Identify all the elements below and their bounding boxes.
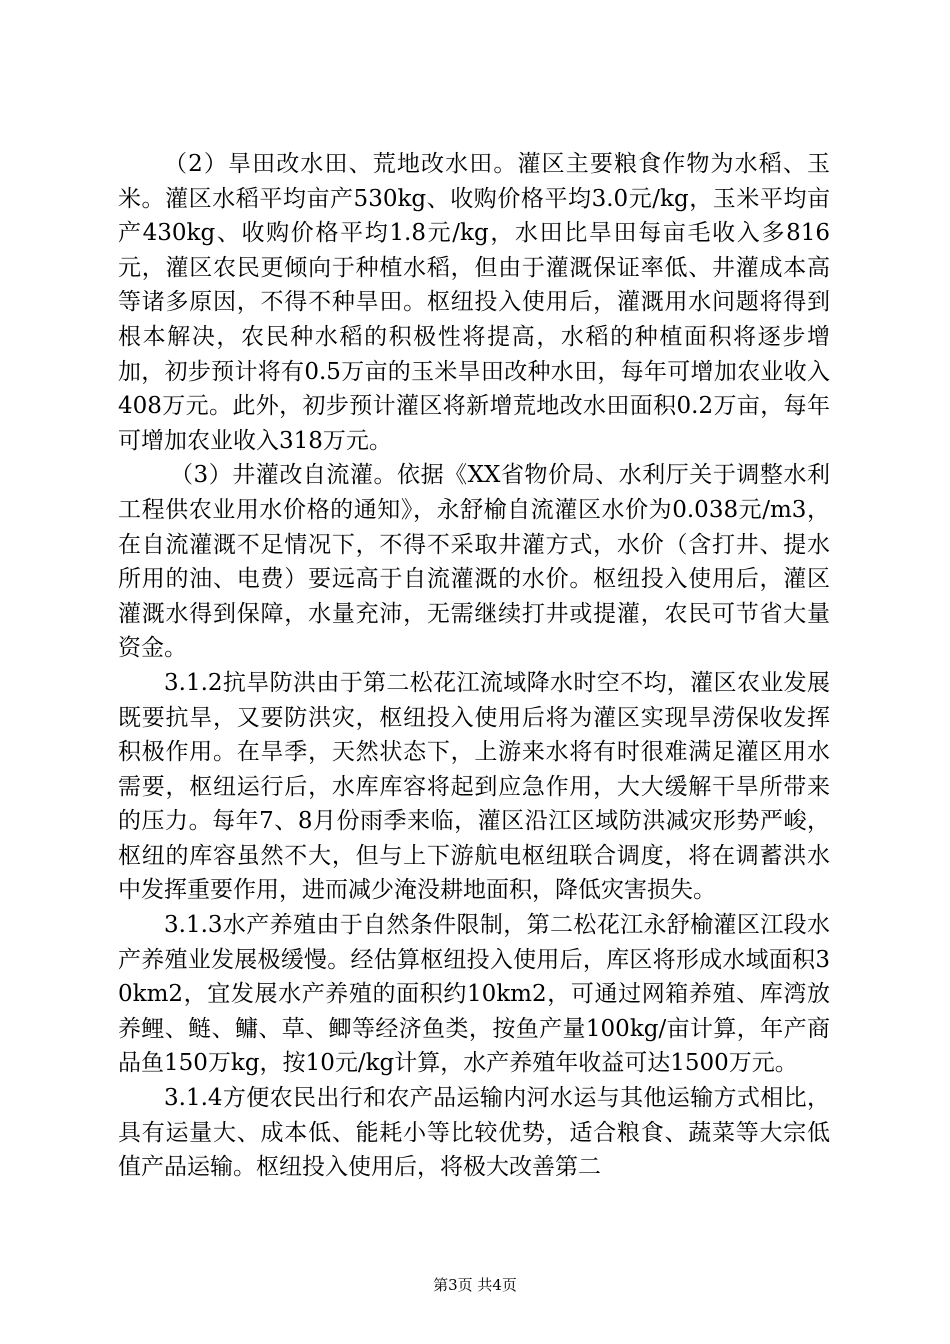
paragraph-aquaculture: 3.1.3水产养殖由于自然条件限制，第二松花江永舒榆灌区江段水产养殖业发展极缓慢。经估算枢纽投入使用后，库区将形成水域面积30km2，宜发展水产养殖的面积约10km2，可通过网箱养殖、库湾放养鲤、鲢、鳙、草、鲫等经济鱼类，按鱼产量100kg/亩计算，年产商品鱼150万kg，按10元/kg计算，水产养殖年收益可达1500万元。 — [118, 912, 830, 1077]
page-number-footer: 第3页 共4页 — [433, 1276, 517, 1294]
document-body — [118, 147, 830, 1185]
paragraph-drought-flood: 3.1.2抗旱防洪由于第二松花江流域降水时空不均，灌区农业发展既要抗旱，又要防洪灾，枢纽投入使用后将为灌区实现旱涝保收发挥积极作用。在旱季，天然状态下，上游来水将有时很难满足灌区用水需要，枢纽运行后，水库库容将起到应急作用，大大缓解干旱所带来的压力。每年7、8月份雨季来临，灌区沿江区域防洪减灾形势严峻，枢纽的库容虽然不大，但与上下游航电枢纽联合调度，将在调蓄洪水中发挥重要作用，进而减少淹没耕地面积，降低灾害损失。 — [118, 669, 830, 904]
paragraph-paddy-conversion: （2）旱田改水田、荒地改水田。灌区主要粮食作物为水稻、玉米。灌区水稻平均亩产530kg、收购价格平均3.0元/kg，玉米平均亩产430kg、收购价格平均1.8元/kg，水田比旱田每亩毛收入多816元，灌区农民更倾向于种植水稻，但由于灌溉保证率低、井灌成本高等诸多原因，不得不种旱田。枢纽投入使用后，灌溉用水问题将得到根本解决，农民种水稻的积极性将提高，水稻的种植面积将逐步增加，初步预计将有0.5万亩的玉米旱田改种水田，每年可增加农业收入408万元。此外，初步预计灌区将新增荒地改水田面积0.2万亩，每年可增加农业收入318万元。 — [118, 151, 830, 454]
paragraph-well-irrigation: （3）井灌改自流灌。依据《XX省物价局、水利厅关于调整水利工程供农业用水价格的通知》，永舒榆自流灌区水价为0.038元/m3，在自流灌溉不足情况下，不得不采取井灌方式，水价（含打井、提水所用的油、电费）要远高于自流灌溉的水价。枢纽投入使用后，灌区灌溉水得到保障，水量充沛，无需继续打井或提灌，农民可节省大量资金。 — [118, 462, 830, 662]
paragraph-transport: 3.1.4方便农民出行和农产品运输内河水运与其他运输方式相比，具有运量大、成本低、能耗小等比较优势，适合粮食、蔬菜等大宗低值产品运输。枢纽投入使用后，将极大改善第二 — [118, 1085, 830, 1181]
